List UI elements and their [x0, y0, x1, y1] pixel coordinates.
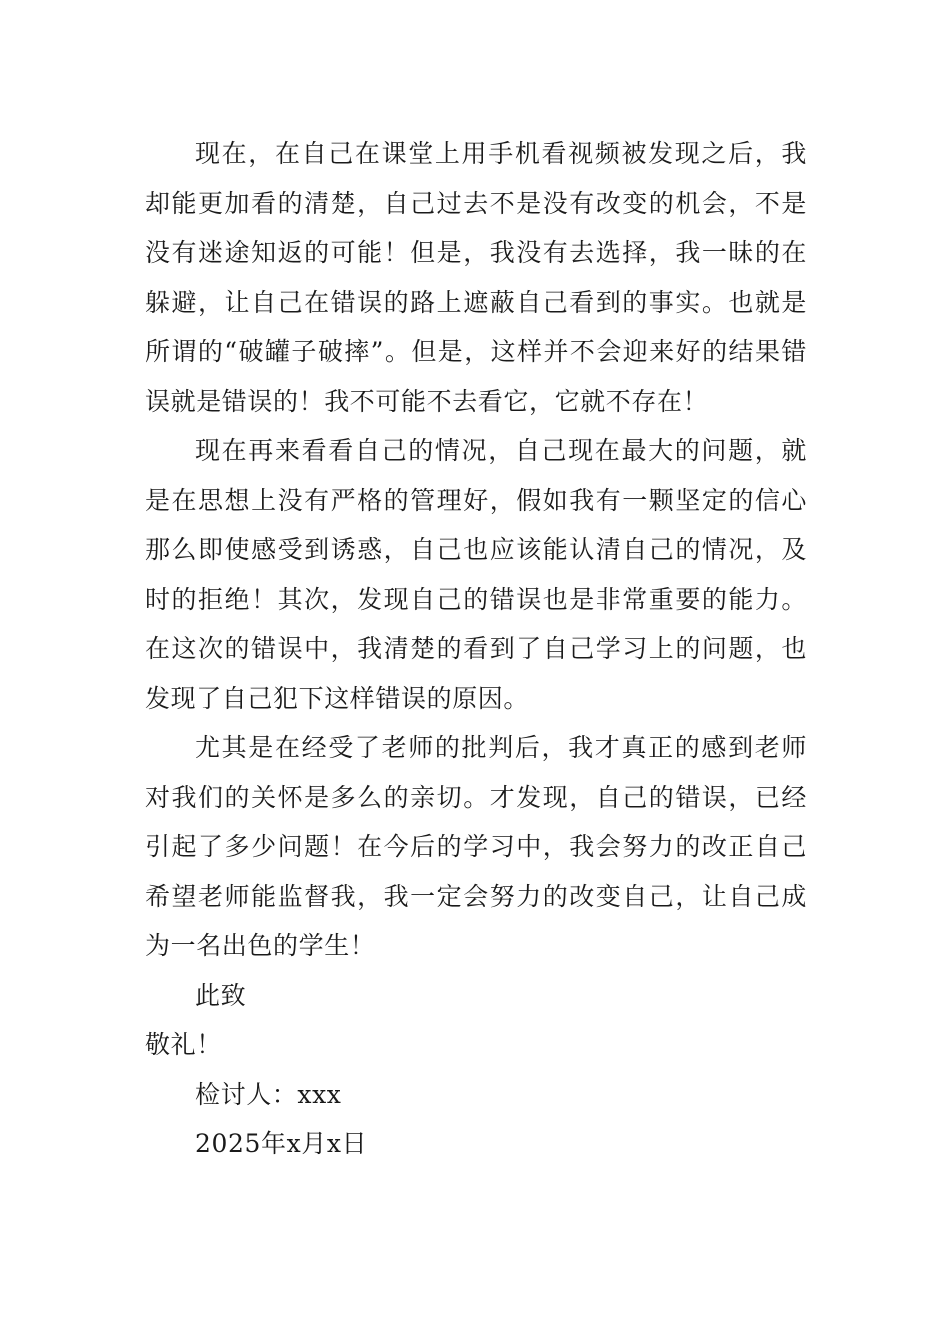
paragraph-2: 现在再来看看自己的情况，自己现在最大的问题，就是在思想上没有严格的管理好，假如我有一颗坚定的信心那么即使感受到诱惑，自己也应该能认清自己的情况，及时的拒绝！其次，发现自己的错误也是非常重要的能力。在这次的错误中，我清楚的看到了自己学习上的问题，也发现了自己犯下这样错误的原因。 [145, 436, 807, 713]
letter-body [145, 129, 807, 1169]
signer-line: 检讨人：xxx [195, 1079, 342, 1109]
closing-salutation-2: 敬礼！ [145, 1030, 222, 1059]
closing-salutation-1: 此致 [195, 980, 247, 1010]
paragraph-1: 现在，在自己在课堂上用手机看视频被发现之后，我却能更加看的清楚，自己过去不是没有改变的机会，不是没有迷途知返的可能！但是，我没有去选择，我一昧的在躲避，让自己在错误的路上遮蔽自己看到的事实。也就是所谓的“破罐子破摔”。但是，这样并不会迎来好的结果错误就是错误的！我不可能不去看它，它就不存在！ [145, 139, 807, 416]
date-line: 2025年x月x日 [195, 1129, 368, 1158]
paragraph-3: 尤其是在经受了老师的批判后，我才真正的感到老师对我们的关怀是多么的亲切。才发现，自己的错误，已经引起了多少问题！在今后的学习中，我会努力的改正自己希望老师能监督我，我一定会努力的改变自己，让自己成为一名出色的学生！ [145, 733, 807, 960]
